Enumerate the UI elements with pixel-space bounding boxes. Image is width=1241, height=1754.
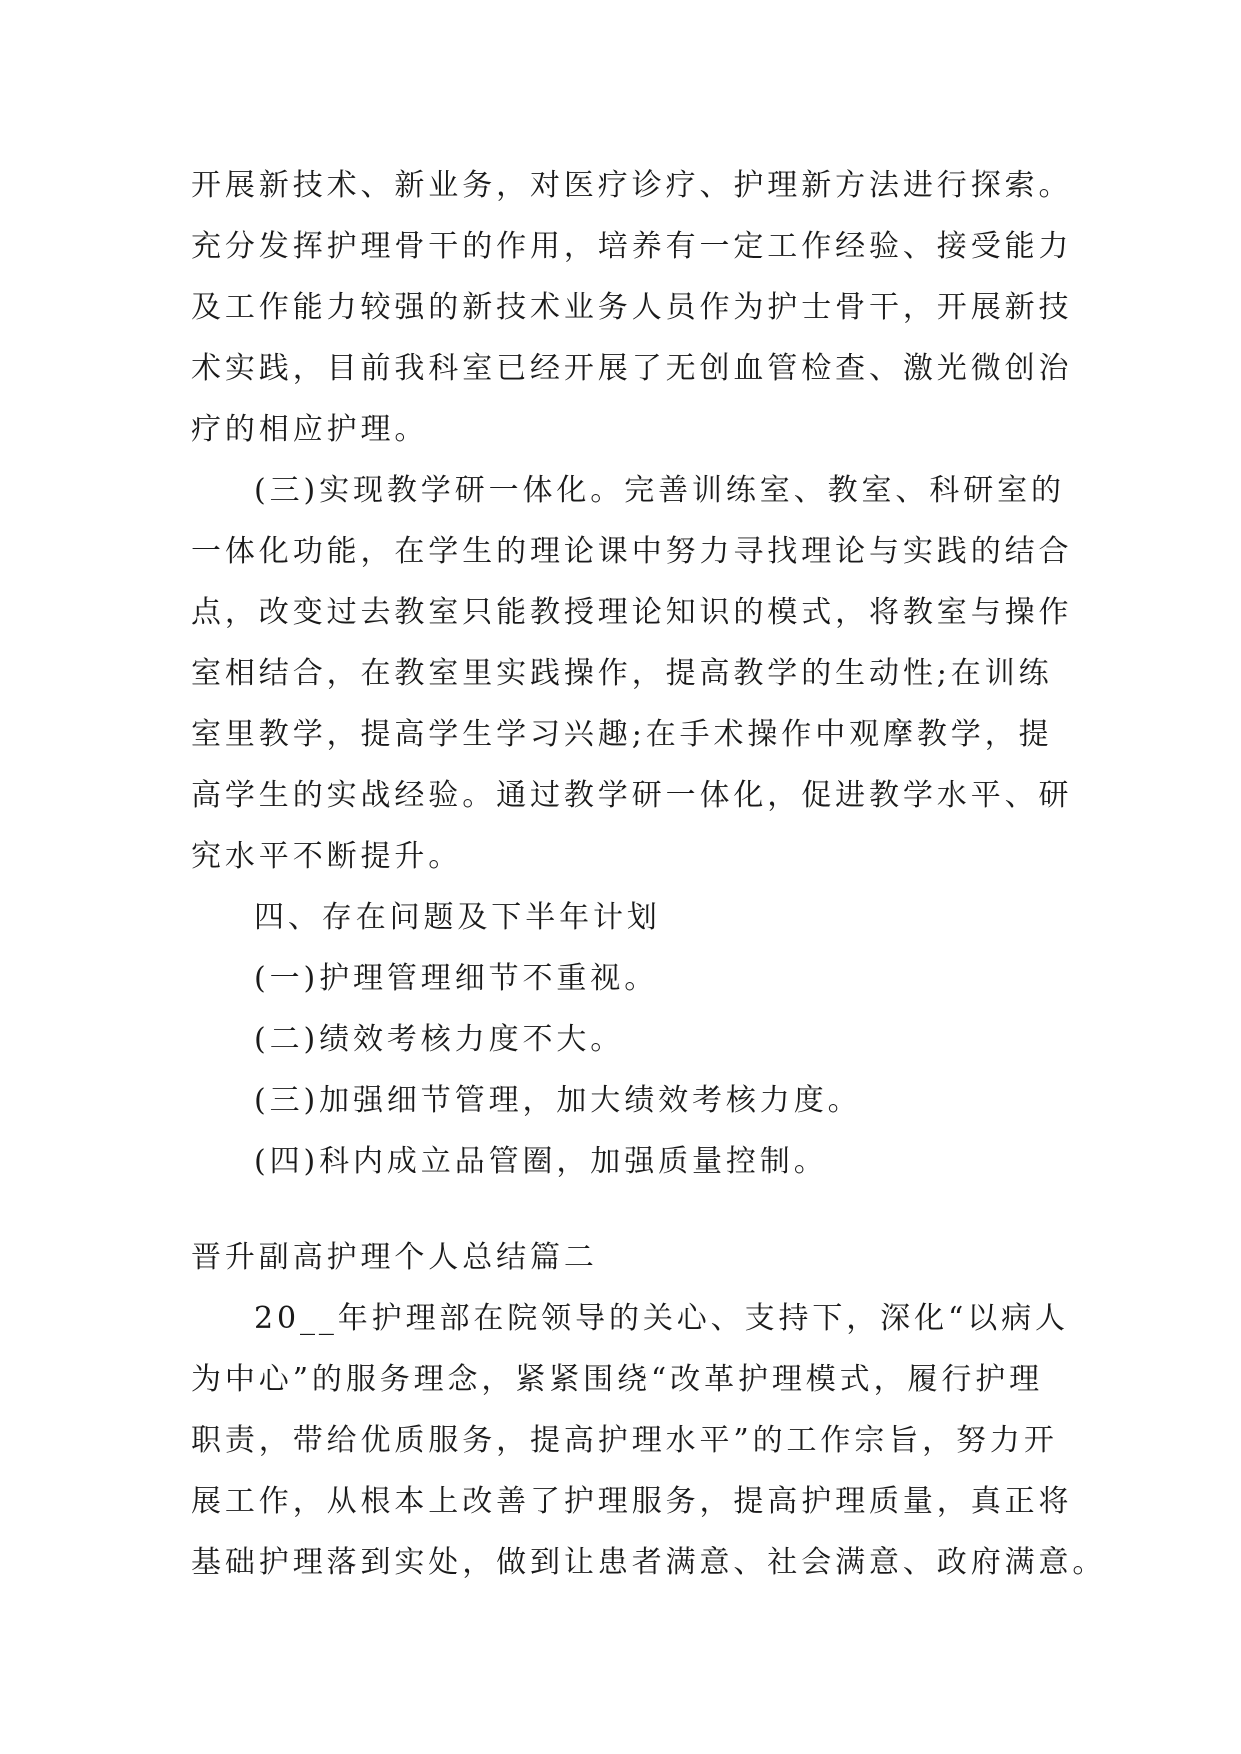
text-line: 开展新技术、新业务，对医疗诊疗、护理新方法进行探索。 (191, 168, 1073, 203)
paragraph-start-line: 20__年护理部在院领导的关心、支持下，深化“以病人 (254, 1301, 1069, 1336)
text-line: 高学生的实战经验。通过教学研一体化，促进教学水平、研 (191, 778, 1073, 813)
text-line: 充分发挥护理骨干的作用，培养有一定工作经验、接受能力 (191, 229, 1073, 264)
text-line: 为中心”的服务理念，紧紧围绕“改革护理模式，履行护理 (191, 1362, 1044, 1397)
article-title: 晋升副高护理个人总结篇二 (191, 1240, 598, 1275)
section-heading: 四、存在问题及下半年计划 (254, 900, 661, 935)
text-line: 职责，带给优质服务，提高护理水平”的工作宗旨，努力开 (191, 1423, 1058, 1458)
text-line: 究水平不断提升。 (191, 839, 463, 874)
text-line: 一体化功能，在学生的理论课中努力寻找理论与实践的结合 (191, 534, 1073, 569)
text-line: 术实践，目前我科室已经开展了无创血管检查、激光微创治 (191, 351, 1073, 386)
list-item: (三)加强细节管理，加大绩效考核力度。 (254, 1083, 862, 1118)
list-item: (一)护理管理细节不重视。 (254, 961, 659, 996)
list-item: (二)绩效考核力度不大。 (254, 1022, 625, 1057)
text-line: 室相结合，在教室里实践操作，提高教学的生动性;在训练 (191, 656, 1053, 691)
text-line: 展工作，从根本上改善了护理服务，提高护理质量，真正将 (191, 1484, 1073, 1519)
text-line: 基础护理落到实处，做到让患者满意、社会满意、政府满意。 (191, 1545, 1107, 1580)
text-line: 室里教学，提高学生学习兴趣;在手术操作中观摩教学，提 (191, 717, 1053, 752)
list-item: (四)科内成立品管圈，加强质量控制。 (254, 1144, 828, 1179)
paragraph-start-line: (三)实现教学研一体化。完善训练室、教室、科研室的 (254, 473, 1065, 508)
text-line: 疗的相应护理。 (191, 412, 429, 447)
text-line: 及工作能力较强的新技术业务人员作为护士骨干，开展新技 (191, 290, 1073, 325)
text-line: 点，改变过去教室只能教授理论知识的模式，将教室与操作 (191, 595, 1073, 630)
